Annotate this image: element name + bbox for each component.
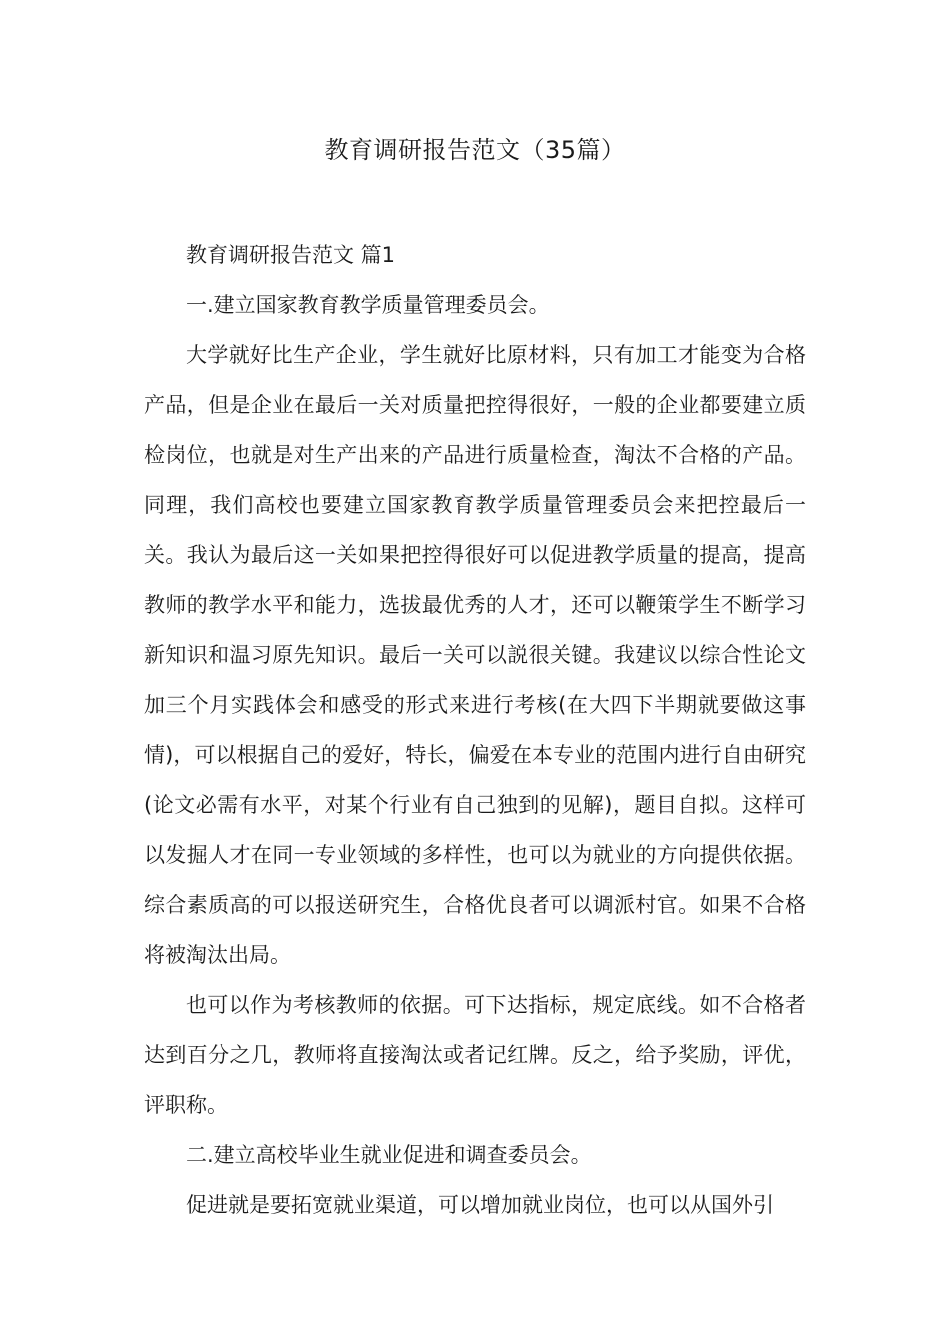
body-paragraph: 促进就是要拓宽就业渠道，可以增加就业岗位，也可以从国外引 <box>186 1193 774 1217</box>
document-body <box>144 230 806 1230</box>
subsection-heading: 一.建立国家教育教学质量管理委员会。 <box>186 293 550 317</box>
section-heading: 教育调研报告范文 篇1 <box>186 243 396 267</box>
body-paragraph: 大学就好比生产企业，学生就好比原材料，只有加工才能变为合格产品，但是企业在最后一关对质量把控得很好，一般的企业都要建立质检岗位，也就是对生产出来的产品进行质量检查，淘汰不合格的产品。同理，我们高校也要建立国家教育教学质量管理委员会来把控最后一关。我认为最后这一关如果把控得很好可以促进教学质量的提高，提高教师的教学水平和能力，选拔最优秀的人才，还可以鞭策学生不断学习新知识和温习原先知识。最后一关可以説很关键。我建议以综合性论文加三个月实践体会和感受的形式来进行考核(在大四下半期就要做这事情)，可以根据自己的爱好，特长，偏爱在本专业的范围内进行自由研究(论文必需有水平，对某个行业有自己独到的见解)，题目自拟。这样可以发掘人才在同一专业领域的多样性，也可以为就业的方向提供依据。综合素质高的可以报送研究生，合格优良者可以调派村官。如果不合格将被淘汰出局。 <box>144 343 806 967</box>
document-title: 教育调研报告范文（35篇） <box>324 136 626 164</box>
subsection-heading: 二.建立高校毕业生就业促进和调查委员会。 <box>186 1143 592 1167</box>
body-paragraph: 也可以作为考核教师的依据。可下达指标，规定底线。如不合格者达到百分之几，教师将直接淘汰或者记红牌。反之，给予奖励，评优，评职称。 <box>144 993 806 1117</box>
